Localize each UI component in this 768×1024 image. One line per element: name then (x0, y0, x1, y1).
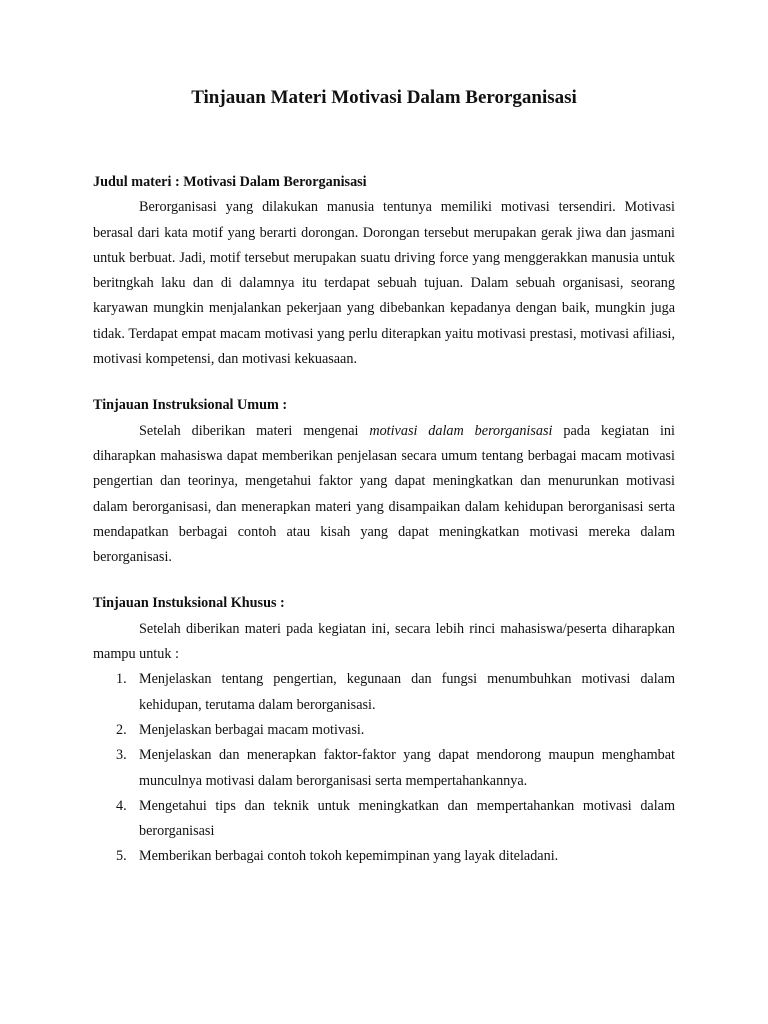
list-item-number: 5. (116, 848, 127, 865)
paragraph-text: pada kegiatan ini diharapkan mahasiswa dapat memberikan penjelasan secara umum tentang berbagai macam motivasi pengertian dan teorinya, mengetahui faktor yang dapat meningkatkan dan menurunkan motivasi dalam berorganisasi, dan menerapkan materi yang disampaikan dalam kehidupan berorganisasi serta mendapatkan berbagai contoh atau kisah yang dapat meningkatkan motivasi mereka dalam berorganisasi. (93, 422, 675, 566)
list-item (93, 667, 675, 718)
objectives-list (93, 667, 675, 869)
list-item-number: 4. (116, 797, 127, 814)
section-heading-judul-materi: Judul materi : Motivasi Dalam Berorganisasi (93, 174, 367, 190)
list-item (93, 794, 675, 845)
list-item (93, 743, 675, 794)
list-item (93, 844, 675, 869)
list-item-text: Mengetahui tips dan teknik untuk meningkatkan dan mempertahankan motivasi dalam berorganisasi (139, 797, 675, 840)
section-paragraph-instruksional-umum (93, 419, 675, 571)
paragraph-italic-text: motivasi dalam berorganisasi (369, 422, 553, 439)
paragraph-text: Setelah diberikan materi mengenai (139, 422, 370, 439)
list-item-text: Menjelaskan berbagai macam motivasi. (139, 721, 365, 738)
list-item-number: 3. (116, 747, 127, 764)
document-body (93, 170, 675, 870)
list-item-number: 2. (116, 721, 127, 738)
document-title: Tinjauan Materi Motivasi Dalam Berorganisasi (191, 87, 577, 108)
list-item-text: Memberikan berbagai contoh tokoh kepemimpinan yang layak diteladani. (139, 848, 559, 865)
section-heading-instruksional-umum: Tinjauan Instruksional Umum : (93, 397, 288, 414)
section-heading-instuksional-khusus: Tinjauan Instuksional Khusus : (93, 595, 285, 612)
list-item-text: Menjelaskan tentang pengertian, kegunaan dan fungsi menumbuhkan motivasi dalam kehidupan, terutama dalam berorganisasi. (139, 671, 675, 713)
list-item-number: 1. (116, 671, 127, 688)
section-paragraph-instuksional-khusus: Setelah diberikan materi pada kegiatan ini, secara lebih rinci mahasiswa/peserta diharapkan mampu untuk : (93, 620, 675, 663)
list-item (93, 718, 675, 743)
list-item-text: Menjelaskan dan menerapkan faktor-faktor yang dapat mendorong maupun menghambat munculnya motivasi dalam berorganisasi serta mempertahankannya. (139, 747, 675, 789)
section-paragraph-judul-materi: Berorganisasi yang dilakukan manusia tentunya memiliki motivasi tersendiri. Motivasi berasal dari kata motif yang berarti dorongan. Dorongan tersebut merupakan gerak jiwa dan jasmani untuk berbuat. Jadi, motif tersebut merupakan suatu driving force yang menggerakkan manusia untuk beritngkah laku dan di dalamnya itu terdapat sebuah tujuan. Dalam sebuah organisasi, seorang karyawan mungkin menjalankan pekerjaan yang dibebankan kepadanya dengan baik, mungkin juga tidak. Terdapat empat macam motivasi yang perlu diterapkan yaitu motivasi prestasi, motivasi afiliasi, motivasi kompetensi, dan motivasi kekuasaan. (93, 199, 675, 368)
